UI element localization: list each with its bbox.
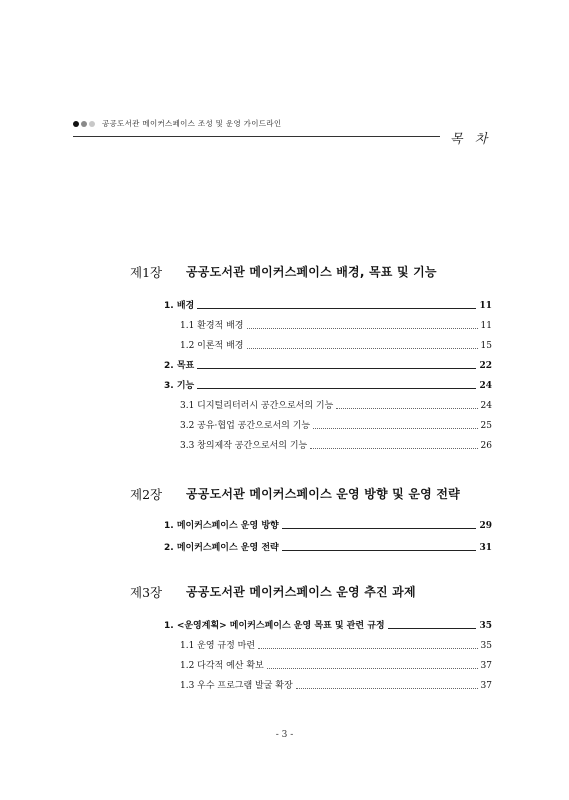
toc-leader [197,388,476,389]
toc-page-number: 35 [479,621,492,631]
chapter-number: 제2장 [130,487,163,502]
header-rule [73,136,440,137]
chapter-number: 제1장 [130,265,163,280]
toc-leader [197,308,476,309]
toc-page-number: 22 [479,361,492,371]
toc-entry-label: 3. 기능 [164,381,195,391]
dot-light [89,121,95,127]
toc-entry-label: 1. 메이커스페이스 운영 방향 [164,521,279,531]
toc-entry[interactable] [180,678,492,691]
toc-page-number: 37 [480,681,492,691]
toc-entry-label: 2. 메이커스페이스 운영 전략 [164,543,279,553]
header-dots-icon [73,121,95,127]
toc-page-number: 26 [480,441,492,451]
toc-entry-label: 3.2 공유·협업 공간으로서의 기능 [180,421,311,431]
toc-page-number: 24 [480,401,492,411]
chapter-title: 공공도서관 메이커스페이스 운영 방향 및 운영 전략 [186,487,460,501]
toc-entry[interactable] [164,618,492,631]
toc-leader [282,528,477,529]
toc-entry[interactable] [180,318,492,331]
toc-entry[interactable] [180,638,492,651]
toc-entry-label: 1.3 우수 프로그램 발굴 확장 [180,681,293,691]
toc-entry-label: 1. <운영계획> 메이커스페이스 운영 목표 및 관련 규정 [164,621,385,631]
toc-leader [267,668,478,669]
toc-entry[interactable] [164,540,492,553]
toc-entry-label: 1. 배경 [164,301,195,311]
toc-page-number: 37 [480,661,492,671]
toc-label: 목 차 [450,132,492,147]
toc-leader [310,448,477,449]
toc-entry-label: 1.2 다각적 예산 확보 [180,661,264,671]
toc-entry[interactable] [164,518,492,531]
page-number: - 3 - [275,730,294,740]
chapter-title: 공공도서관 메이커스페이스 배경, 목표 및 기능 [186,265,437,279]
dot-dark [73,121,79,127]
toc-entry-label: 3.3 창의제작 공간으로서의 기능 [180,441,308,451]
toc-entry[interactable] [180,398,492,411]
toc-leader [296,688,478,689]
running-header [73,118,281,129]
toc-entry-label: 1.2 이론적 배경 [180,341,244,351]
toc-entry-label: 2. 목표 [164,361,195,371]
toc-leader [282,550,477,551]
toc-leader [388,628,477,629]
toc-entry[interactable] [164,298,492,311]
toc-page-number: 29 [479,521,492,531]
chapter-3-heading [130,583,416,601]
toc-page-number: 35 [480,641,492,651]
toc-leader [313,428,477,429]
toc-entry[interactable] [180,338,492,351]
toc-page-number: 25 [480,421,492,431]
chapter-2-heading [130,485,460,503]
toc-entry[interactable] [180,438,492,451]
toc-page-number: 11 [480,321,492,331]
toc-page-number: 11 [479,301,492,311]
toc-page-number: 24 [479,381,492,391]
toc-entry-label: 1.1 운영 규정 마련 [180,641,256,651]
chapter-number: 제3장 [130,585,163,600]
chapter-1-heading [130,263,437,281]
toc-entry[interactable] [164,378,492,391]
toc-entry[interactable] [180,418,492,431]
toc-page-number: 31 [479,543,492,553]
toc-leader [258,648,477,649]
toc-entry[interactable] [180,658,492,671]
toc-leader [197,368,476,369]
toc-entry-label: 1.1 환경적 배경 [180,321,244,331]
chapter-title: 공공도서관 메이커스페이스 운영 추진 과제 [186,585,416,599]
toc-leader [247,348,478,349]
toc-entry[interactable] [164,358,492,371]
toc-entry-label: 3.1 디지털리터러시 공간으로서의 기능 [180,401,334,411]
toc-leader [336,408,477,409]
toc-leader [247,328,478,329]
toc-page-number: 15 [480,341,492,351]
dot-mid [81,121,87,127]
header-title: 공공도서관 메이커스페이스 조성 및 운영 가이드라인 [102,119,282,128]
